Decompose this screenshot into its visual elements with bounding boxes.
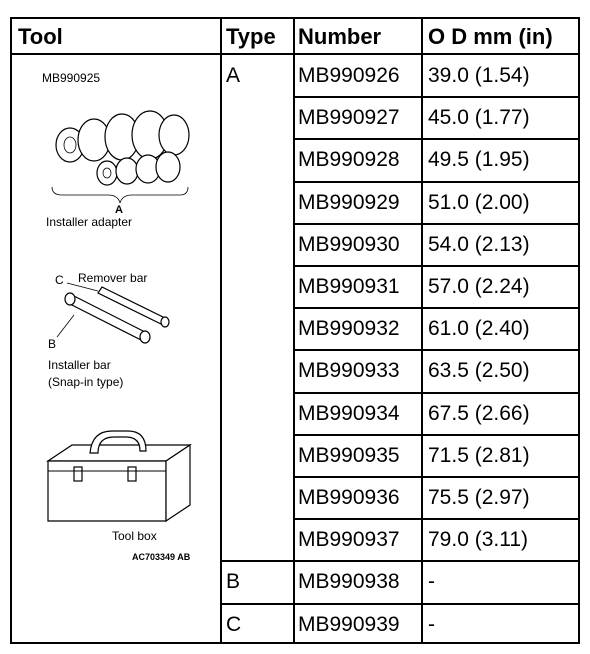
cell-od: 71.5 (2.81) <box>428 443 530 467</box>
cell-number: MB990937 <box>298 528 400 552</box>
col-divider-type <box>293 19 295 642</box>
label-c: C <box>55 273 64 287</box>
row-divider <box>293 138 578 140</box>
cell-od: 67.5 (2.66) <box>428 401 530 425</box>
row-divider <box>293 223 578 225</box>
row-divider <box>293 476 578 478</box>
cell-number: MB990926 <box>298 64 400 87</box>
installer-bar-label: Installer bar <box>48 358 111 372</box>
cell-number: MB990935 <box>298 443 400 467</box>
snap-in-type-label: (Snap-in type) <box>48 375 124 389</box>
cell-od: 57.0 (2.24) <box>428 275 530 298</box>
row-divider <box>293 181 578 183</box>
cell-number: MB990932 <box>298 317 400 341</box>
cell-type: C <box>226 612 242 636</box>
cell-number: MB990927 <box>298 106 400 130</box>
label-b: B <box>48 337 57 351</box>
cell-od: - <box>428 570 435 594</box>
tool-illustration <box>12 55 220 642</box>
cell-number: MB990936 <box>298 486 400 509</box>
cell-number: MB990934 <box>298 401 400 425</box>
row-divider <box>220 560 578 562</box>
remover-bar-label: Remover bar <box>78 271 148 285</box>
header-od: O D mm (in) <box>428 24 553 49</box>
col-divider-number <box>421 19 423 642</box>
installer-adapter-label: Installer adapter <box>46 215 133 229</box>
cell-number: MB990928 <box>298 148 400 172</box>
figure-code: AC703349 AB <box>132 552 191 562</box>
row-divider <box>293 307 578 309</box>
cell-od: 79.0 (3.11) <box>428 528 529 552</box>
header-number: Number <box>298 24 382 49</box>
cell-type: B <box>226 570 241 594</box>
cell-type: A <box>226 64 241 87</box>
tool-box-drawing <box>12 425 220 535</box>
bars-drawing <box>12 275 220 385</box>
row-divider <box>293 349 578 351</box>
kit-number: MB990925 <box>42 71 101 85</box>
cell-od: 75.5 (2.97) <box>428 486 530 509</box>
cell-number: MB990938 <box>298 570 400 594</box>
cell-od: 61.0 (2.40) <box>428 317 530 341</box>
row-divider <box>293 96 578 98</box>
cell-od: 45.0 (1.77) <box>428 106 530 130</box>
row-divider <box>220 603 578 605</box>
cell-od: 39.0 (1.54) <box>428 64 530 87</box>
tool-table <box>10 17 580 644</box>
row-divider <box>293 265 578 267</box>
row-divider <box>293 434 578 436</box>
header-type: Type <box>226 24 276 49</box>
cell-number: MB990933 <box>298 359 400 383</box>
cell-od: 54.0 (2.13) <box>428 232 530 256</box>
tool-box-label: Tool box <box>112 529 157 543</box>
row-divider <box>293 392 578 394</box>
cell-od: 49.5 (1.95) <box>428 148 530 172</box>
label-a: A <box>115 204 123 216</box>
row-divider <box>293 518 578 520</box>
cell-number: MB990939 <box>298 612 400 636</box>
cell-od: 51.0 (2.00) <box>428 190 530 214</box>
cell-od: - <box>428 612 435 636</box>
cell-number: MB990931 <box>298 275 400 298</box>
col-divider-tool <box>220 19 222 642</box>
cell-number: MB990929 <box>298 190 400 214</box>
cell-number: MB990930 <box>298 232 400 256</box>
cell-od: 63.5 (2.50) <box>428 359 530 383</box>
header-tool: Tool <box>18 24 63 49</box>
